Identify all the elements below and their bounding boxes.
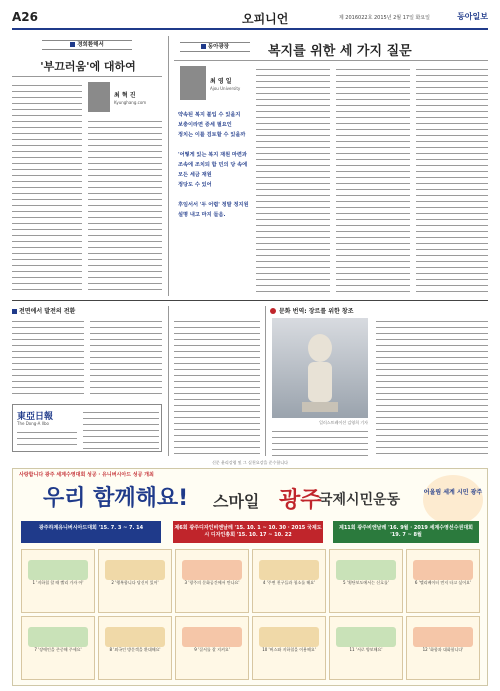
ad-event-2: 제6회 광주디자인비엔날레 '15. 10. 1 ~ 10. 30 · 2015 국제도시 디자인총회 '15. 10. 17 ~ 10. 22 [173,521,323,543]
section-title: 오피니언 [242,12,289,26]
author-box [174,66,250,102]
ethics-notice: 신문 윤리강령 및 그 실천요강을 준수합니다 [212,460,288,465]
bottom-right-column [270,306,488,458]
bottom-left-column [12,306,162,458]
author-title: Ajou University [210,86,241,91]
section-bullet-icon [201,44,206,49]
ad-slogan: 우리 함께해요! [43,486,189,511]
column-label: 경희환해서 [77,42,104,48]
masthead-box [12,404,162,452]
ad-tile[interactable]: 1 '지하철 할 때 빨리 가자 아' [21,549,95,613]
body-text [90,318,162,398]
divider [174,60,488,61]
ad-tile[interactable]: 3 '광주의 문화공간에서 만나요' [175,549,249,613]
author-photo [88,82,110,112]
author-name: 최 혁 진 [114,92,136,99]
masthead-sub: The Dong-A Ilbo [17,421,49,426]
column-headline: 복지를 위한 세 가지 질문 [268,44,412,59]
ad-smile: 스마일 [213,492,260,511]
page-number: A26 [12,10,38,24]
ad-circle-badge: 어울림 세계 시민 광주 [423,475,483,525]
divider [12,76,162,77]
ad-banner[interactable] [12,468,488,686]
ad-event-3: 제11회 광주비엔날레 '16. 9월 · 2019 세계수영선수권대회 '19. 7 ~ 8월 [333,521,479,543]
body-text-col2 [336,66,410,292]
body-text [12,318,84,398]
column-divider [168,306,169,456]
section-bullet-icon [270,308,276,314]
author-name: 최 영 일 [210,78,232,85]
ad-tile[interactable]: 5 '횡단보도에서는 신호를' [329,549,403,613]
masthead-logo: 東亞日報 [17,412,54,422]
ad-tile[interactable]: 6 '엘리베이터 먼저 타고 싶어요' [406,549,480,613]
illustration-image [272,318,368,418]
left-column [12,36,162,296]
column-headline: '부끄러움'에 대하여 [40,60,136,73]
ad-top-line: 사랑합니다 광주 세계수영대회 성공 · 유니버시아드 성공 개최 [19,472,154,478]
ad-tile[interactable]: 4 '주변 친구들과 청소를 해요' [252,549,326,613]
column-label-wrap [12,306,75,315]
author-photo [180,66,206,100]
column-divider [168,36,169,296]
ad-tile[interactable]: 10 '버스와 지하철을 이용해요' [252,616,326,680]
body-text [272,428,368,458]
column-label: 전면에서 발전의 전환 [19,308,76,315]
masthead-info [17,429,77,449]
body-text-col1 [256,66,330,292]
ad-tile[interactable]: 7 '장애인을 존중해 주세요' [21,616,95,680]
body-text [376,318,488,458]
page-header [12,8,488,30]
ad-tile[interactable]: 12 '화합과 대화합니다' [406,616,480,680]
newspaper-logo: 동아일보 [457,12,488,21]
body-text-col3 [416,66,488,292]
ad-tile-grid [21,549,481,681]
ad-tile[interactable]: 11 '서로 양보해요' [329,616,403,680]
section-bullet-icon [12,309,17,314]
section-divider [12,300,488,301]
right-column [174,36,488,296]
column-divider [265,306,266,456]
column-label: 동아광장 [207,44,230,50]
section-bullet-icon [70,42,75,47]
ad-tile[interactable]: 8 '외국인 방문객을 환대해요' [98,616,172,680]
author-title: Kyunghang.com [114,100,147,105]
ad-tagline: 국제시민운동 [319,492,401,508]
ad-tile[interactable]: 9 '질서를 잘 지켜요' [175,616,249,680]
masthead-info [83,409,159,449]
bottom-mid-column [174,306,260,458]
photo-caption: 일러스트레이션 김영희 기자 [319,420,368,425]
ad-region: 광주 [279,488,322,513]
body-text-col1 [12,82,82,294]
author-box [88,82,162,114]
statue-illustration-icon [272,318,368,418]
body-text-col2 [88,118,162,294]
column-label: 문화 번역: 장르를 위한 창조 [279,308,354,315]
column-label-wrap [270,306,354,315]
ad-tile[interactable]: 2 '행복합니다 당신이 있어' [98,549,172,613]
body-text [174,318,260,456]
date-line: 제 2016022호 2015년 2월 17일 화요일 [338,15,430,21]
pull-quote: 약속된 복지 불입 수 있을지 보충이라면 증세 필요인 정치는 이를 검토할 수 있을까 '어떻게 있는 복지 재원 마련과 조속에 조치되 합 민의 당 속에 모든 세금 재원 정당도 수 있어 후임서서 '두 어렵' 정말 정지원 설명 내고 마지 들음. [178,112,249,218]
ad-event-1: 광주하계유니버시아드대회 '15. 7. 3 ~ 7. 14 [21,521,161,543]
